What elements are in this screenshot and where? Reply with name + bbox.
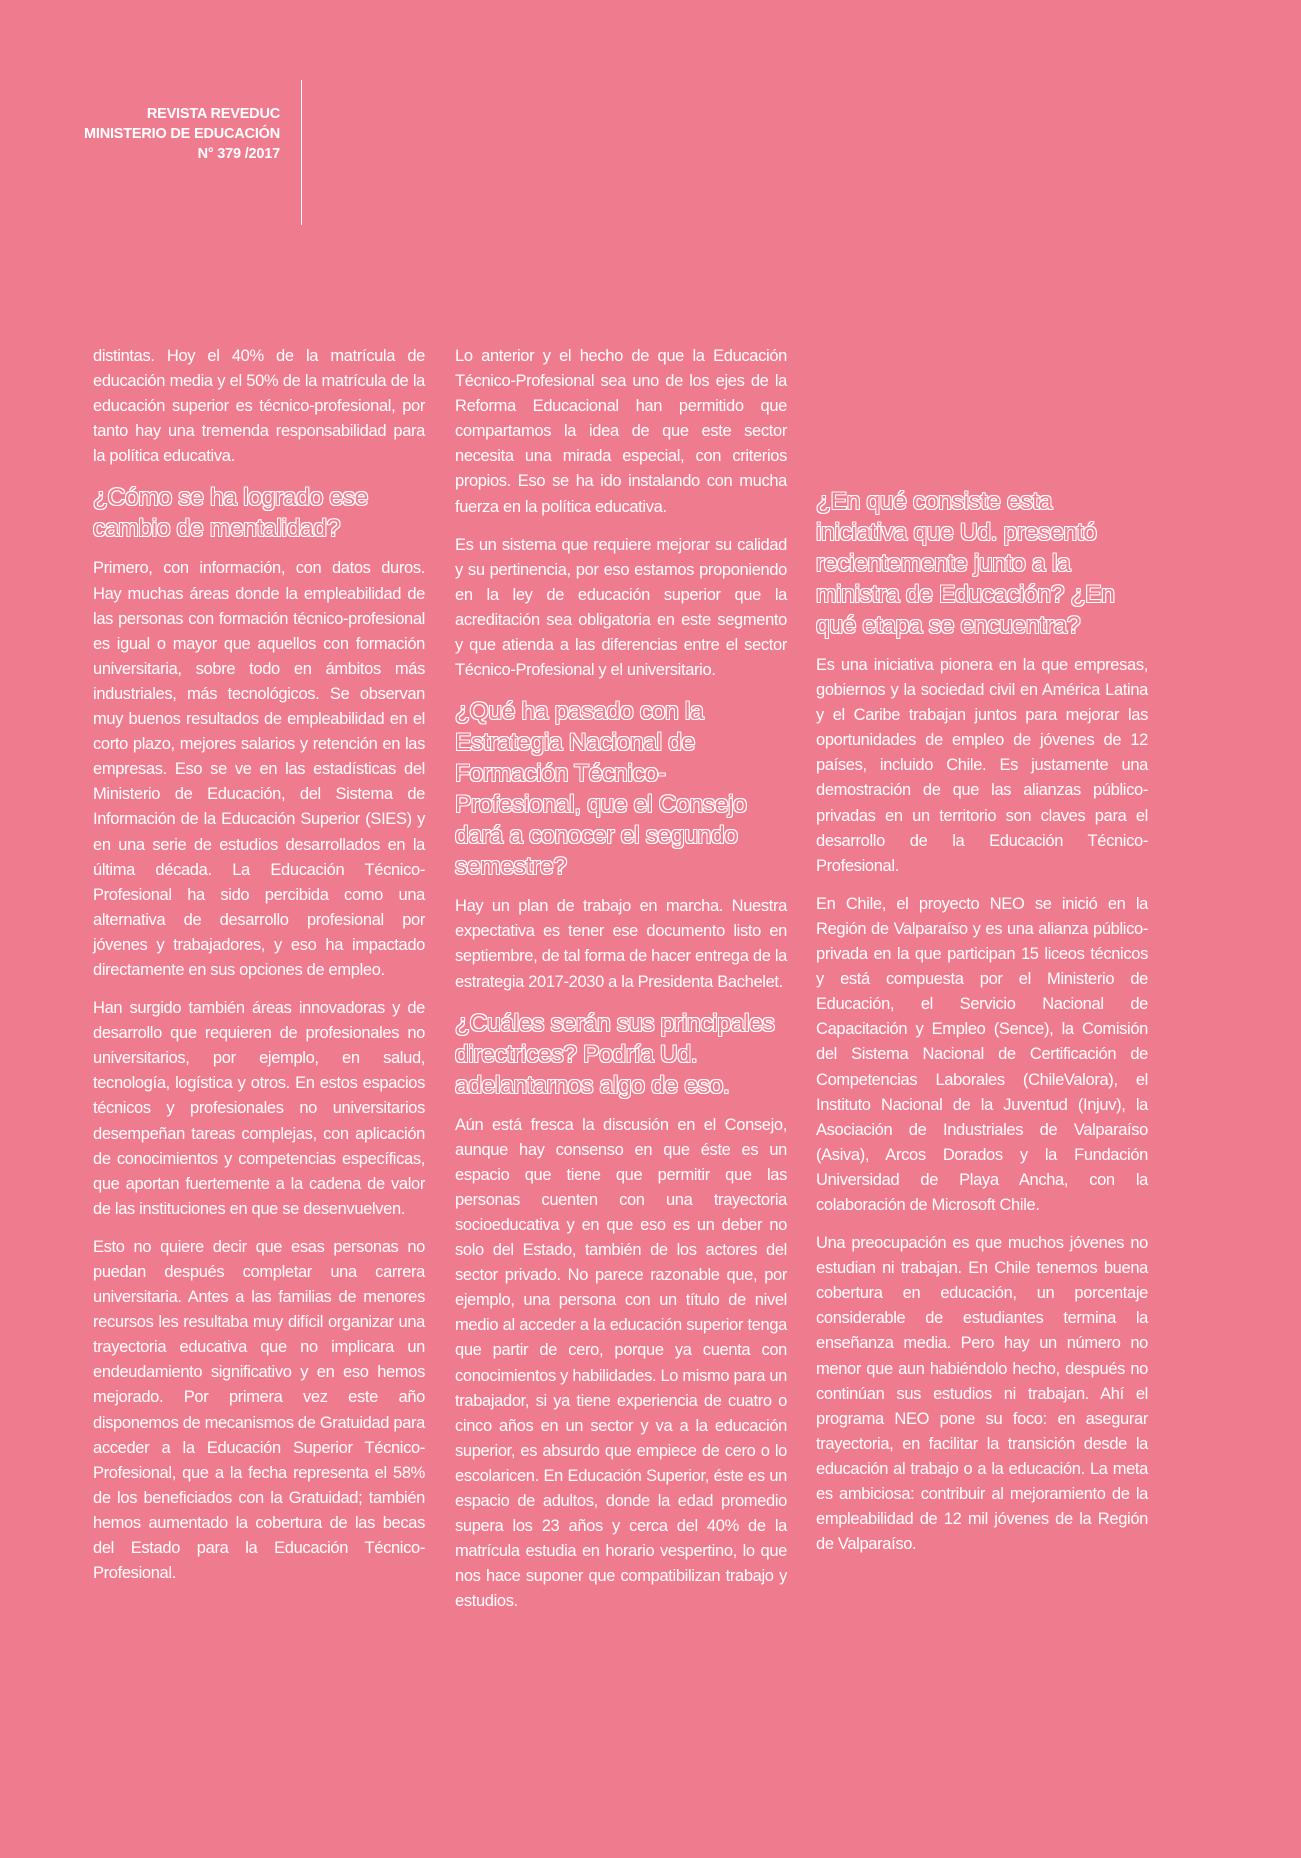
paragraph: Hay un plan de trabajo en marcha. Nuestra expectativa es tener ese documento listo en septiembre, de tal forma de hacer entrega de la estrategia 2017-2030 a la Presidenta Bachelet. xyxy=(455,897,787,991)
paragraph: En Chile, el proyecto NEO se inició en la Región de Valparaíso y es una alianza público-privada en la que participan 15 liceos técnicos y está compuesta por el Ministerio de Educación, el Servicio Nacional de Capacitación y Empleo (Sence), la Comisión del Sistema Nacional de Certificación de Competencias Laborales (ChileValora), el Instituto Nacional de la Juventud (Injuv), la Asociación de Industriales de Valparaíso (Asiva), Arcos Dorados y la Fundación Universidad de Playa Ancha, con la colaboración de Microsoft Chile. xyxy=(816,894,1148,1214)
masthead-issue: N° 379 /2017 xyxy=(197,146,280,162)
masthead xyxy=(40,104,280,164)
column-2 xyxy=(455,344,787,1627)
section-heading: ¿En qué consiste esta iniciativa que Ud. presentó recientemente junto a la ministra de Educación? ¿En qué etapa se encuentra? xyxy=(816,488,1115,639)
masthead-journal: REVISTA REVEDUC xyxy=(146,106,280,122)
paragraph: Una preocupación es que muchos jóvenes no estudian ni trabajan. En Chile tenemos buena cobertura en educación, un porcentaje considerable de estudiantes termina la enseñanza media. Pero hay un número no menor que aun habiéndolo hecho, después no continúan sus estudios ni trabajan. Ahí el programa NEO pone su foco: en asegurar trayectoria, en facilitar la transición desde la educación al trabajo o a la educación. La meta es ambiciosa: contribuir al mejoramiento de la empleabilidad de 12 mil jóvenes de la Región de Valparaíso. xyxy=(816,1234,1148,1554)
masthead-ministry: MINISTERIO DE EDUCACIÓN xyxy=(84,126,280,142)
paragraph: Lo anterior y el hecho de que la Educación Técnico-Profesional sea uno de los ejes de la Reforma Educacional han permitido que compartamos la idea de que este sector necesita una mirada especial, con criterios propios. Eso se ha ido instalando con mucha fuerza en la política educativa. xyxy=(455,347,787,516)
paragraph: Han surgido también áreas innovadoras y de desarrollo que requieren de profesionales no universitarios, por ejemplo, en salud, tecnología, logística y otros. En estos espacios técnicos y profesionales no universitarios desempeñan tareas complejas, con aplicación de conocimientos y competencias específicas, que aportan fuertemente a la cadena de valor de las instituciones en que se desenvuelven. xyxy=(93,999,425,1218)
column-3 xyxy=(816,484,1148,1570)
section-heading: ¿Cómo se ha logrado ese cambio de mentalidad? xyxy=(93,484,369,543)
paragraph: distintas. Hoy el 40% de la matrícula de educación media y el 50% de la matrícula de la educación superior es técnico-profesional, por tanto hay una tremenda responsabilidad para la política educativa. xyxy=(93,347,425,466)
section-heading: ¿Cuáles serán sus principales directrices? Podría Ud. adelantarnos algo de eso. xyxy=(455,1009,775,1099)
column-1 xyxy=(93,344,425,1599)
paragraph: Aún está fresca la discusión en el Consejo, aunque hay consenso en que éste es un espacio que tiene que permitir que las personas cuenten con una trayectoria socioeducativa y en que eso es un deber no solo del Estado, también de los actores del sector privado. No parece razonable que, por ejemplo, una persona con un título de nivel medio al acceder a la educación superior tenga que partir de cero, porque ya cuenta con conocimientos y habilidades. Lo mismo para un trabajador, si ya tiene experiencia de cuatro o cinco años en un sector y va a la educación superior, es absurdo que empiece de cero o lo escolaricen. En Educación Superior, éste es un espacio de adultos, donde la edad promedio supera los 23 años y cerca del 40% de la matrícula estudia en horario vespertino, lo que nos hace suponer que compatibilizan trabajo y estudios. xyxy=(455,1115,787,1611)
paragraph: Es una iniciativa pionera en la que empresas, gobiernos y la sociedad civil en América Latina y el Caribe trabajan juntos para mejorar las oportunidades de empleo de jóvenes de 12 países, incluido Chile. Es justamente una demostración de que las alianzas público-privadas en un territorio son claves para el desarrollo de la Educación Técnico-Profesional. xyxy=(816,656,1148,875)
paragraph: Primero, con información, con datos duros. Hay muchas áreas donde la empleabilidad de las personas con formación técnico-profesional es igual o mayor que aquellos con formación universitaria, sobre todo en ámbitos más industriales, más tecnológicos. Se observan muy buenos resultados de empleabilidad en el corto plazo, mejores salarios y retención en las empresas. Eso se ve en las estadísticas del Ministerio de Educación, del Sistema de Información de la Educación Superior (SIES) y en una serie de estudios desarrollados en la última década. La Educación Técnico-Profesional ha sido percibida como una alternativa de desarrollo profesional por jóvenes y trabajadores, y eso ha impactado directamente en sus opciones de empleo. xyxy=(93,559,425,979)
header-divider xyxy=(301,80,302,225)
section-heading: ¿Qué ha pasado con la Estrategia Nacional de Formación Técnico-Profesional, que el Consejo dará a conocer el segundo semestre? xyxy=(455,698,747,881)
paragraph: Es un sistema que requiere mejorar su calidad y su pertinencia, por eso estamos proponiendo en la ley de educación superior que la acreditación sea obligatoria en este segmento y que atienda a las diferencias entre el sector Técnico-Profesional y el universitario. xyxy=(455,535,787,680)
paragraph: Esto no quiere decir que esas personas no puedan después completar una carrera universitaria. Antes a las familias de menores recursos les resultaba muy difícil organizar una trayectoria educativa que no implicara un endeudamiento significativo y en eso hemos mejorado. Por primera vez este año disponemos de mecanismos de Gratuidad para acceder a la Educación Superior Técnico-Profesional, que a la fecha representa el 58% de los beneficiados con la Gratuidad; también hemos aumentado la cobertura de las becas del Estado para la Educación Técnico-Profesional. xyxy=(93,1237,425,1583)
